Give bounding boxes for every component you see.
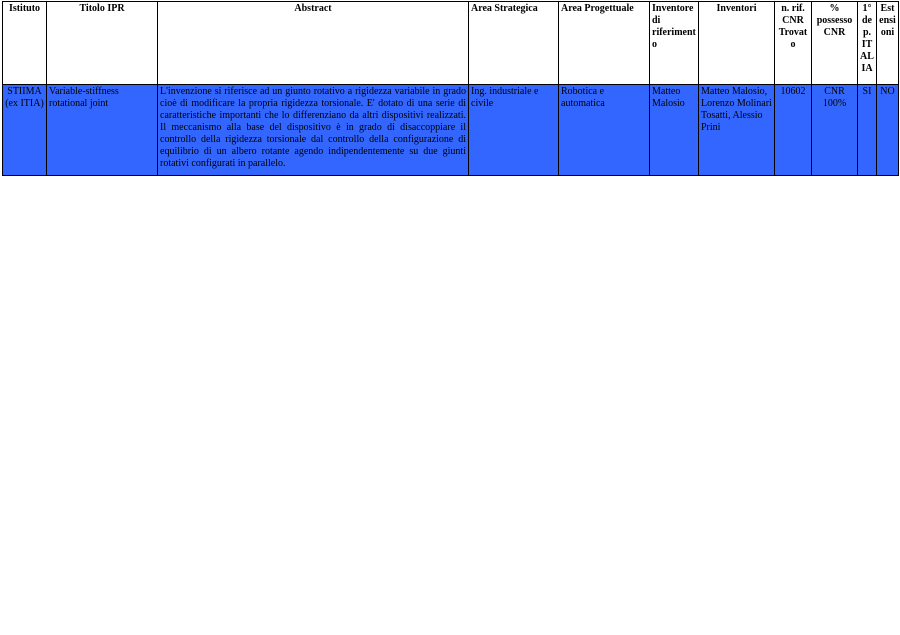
- header-possesso: % possesso CNR: [812, 2, 858, 85]
- cell-titolo-ipr: Variable-stiffness rotational joint: [47, 85, 158, 176]
- header-titolo-ipr: Titolo IPR: [47, 2, 158, 85]
- header-inventori: Inventori: [699, 2, 775, 85]
- header-istituto: Istituto: [3, 2, 47, 85]
- cell-area-progettuale: Robotica e automatica: [559, 85, 650, 176]
- table-row: [3, 85, 899, 176]
- header-abstract: Abstract: [158, 2, 469, 85]
- cell-n-rif: 10602: [775, 85, 812, 176]
- header-estensioni: Estensioni: [877, 2, 899, 85]
- cell-inventore-riferimento: Matteo Malosio: [650, 85, 699, 176]
- cell-possesso: CNR 100%: [812, 85, 858, 176]
- cell-abstract: L'invenzione si riferisce ad un giunto rotativo a rigidezza variabile in grado cioè di modificare la propria rigidezza torsionale. E' dotato di una serie di caratteristiche importanti che lo differenziano da altri dispositivi realizzati. Il meccanismo alla base del dispositivo è in grado di disaccoppiare il controllo della rigidezza torsionale dal controllo della configurazione di equilibrio di un albero rotante agendo indipendentemente su due giunti rotativi configurati in parallelo.: [158, 85, 469, 176]
- header-area-strategica: Area Strategica: [469, 2, 559, 85]
- cell-inventori: Matteo Malosio, Lorenzo Molinari Tosatti, Alessio Prini: [699, 85, 775, 176]
- header-inventore-riferimento: Inventore di riferimento: [650, 2, 699, 85]
- header-n-rif: n. rif. CNR Trovato: [775, 2, 812, 85]
- cell-istituto: STIIMA (ex ITIA): [3, 85, 47, 176]
- header-primo-dep: 1° dep. ITALIA: [858, 2, 877, 85]
- header-row: [3, 2, 899, 85]
- header-area-progettuale: Area Progettuale: [559, 2, 650, 85]
- cell-area-strategica: Ing. industriale e civile: [469, 85, 559, 176]
- cell-primo-dep: SI: [858, 85, 877, 176]
- cell-estensioni: NO: [877, 85, 899, 176]
- ipr-table: [2, 1, 899, 176]
